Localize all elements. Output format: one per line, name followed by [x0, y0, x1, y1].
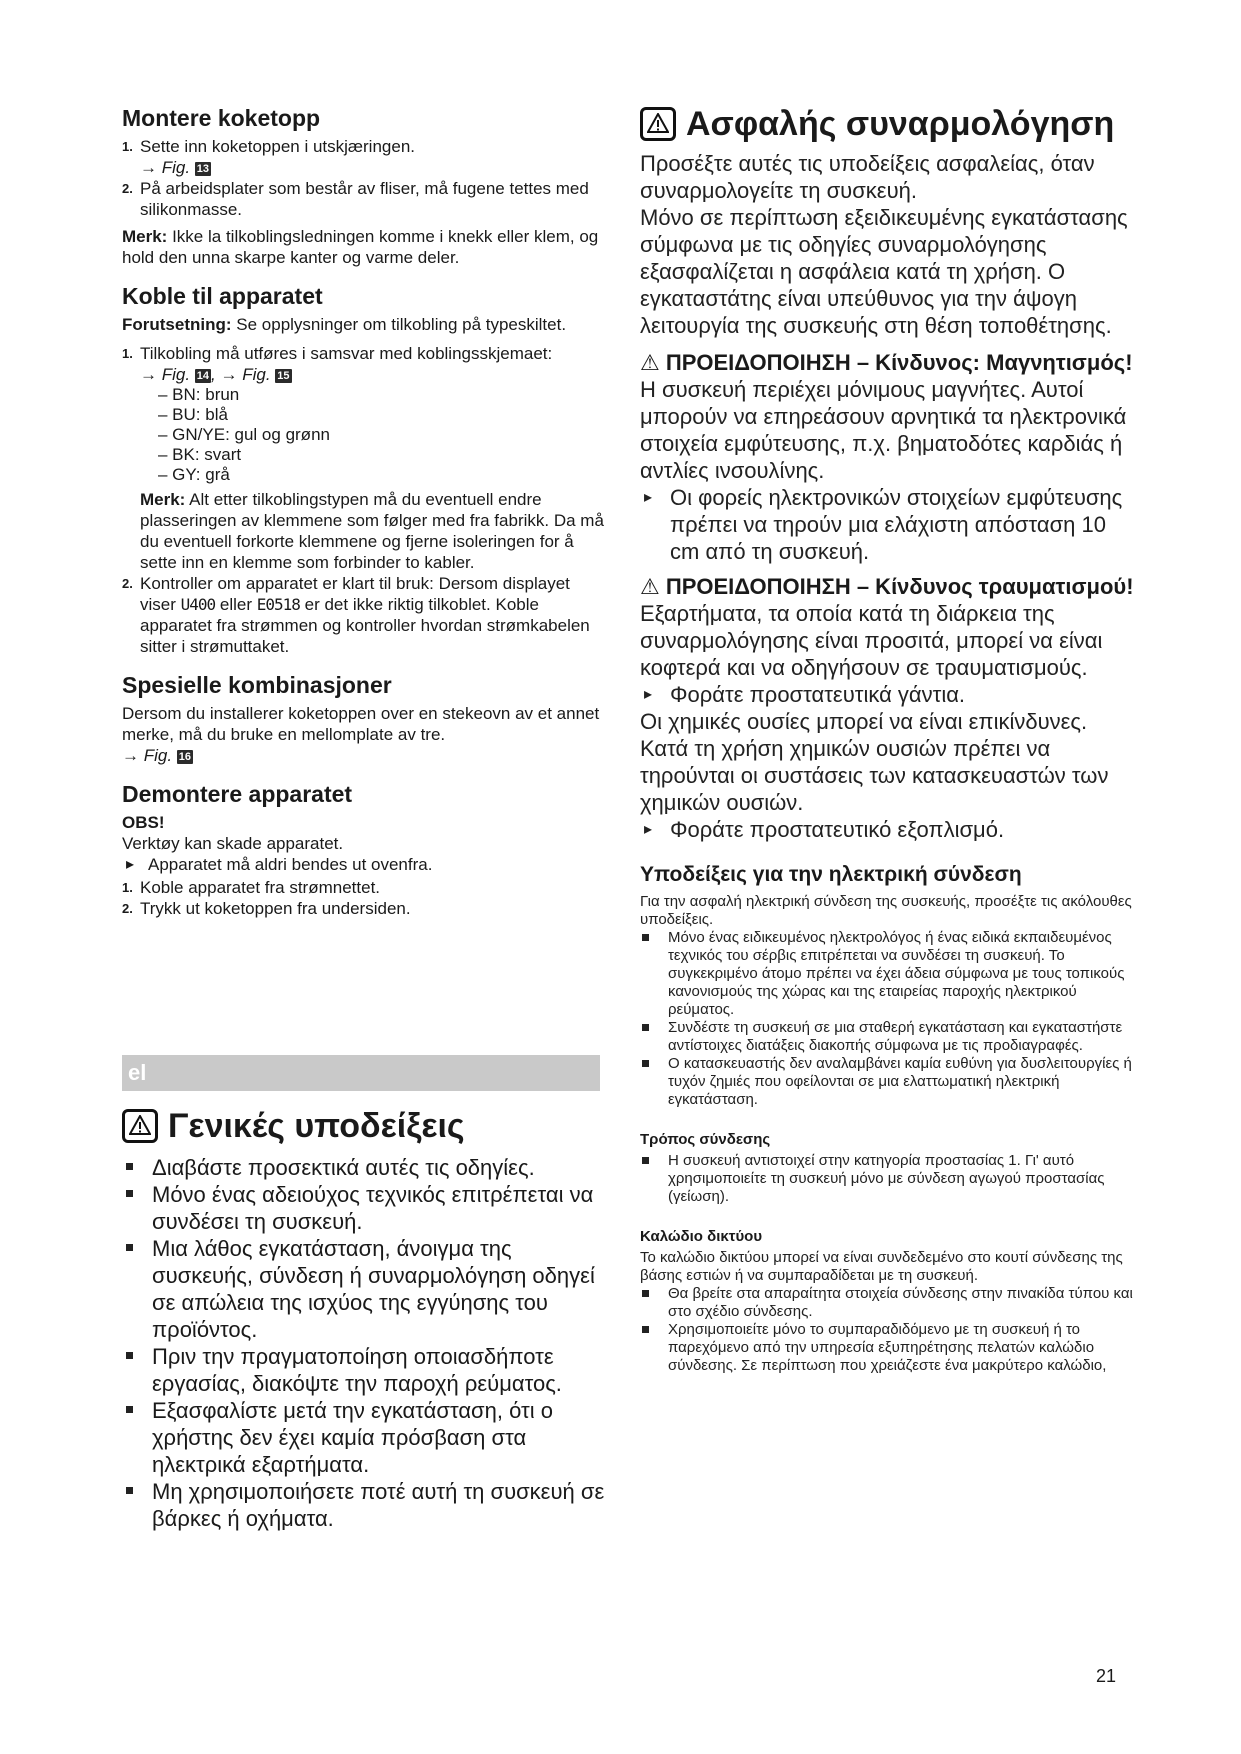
language-band — [122, 1055, 600, 1091]
warning-icon — [640, 107, 676, 141]
note-montere — [122, 226, 610, 268]
cable-list — [640, 1285, 1140, 1375]
section-spesielle — [122, 671, 610, 766]
list-item — [122, 573, 610, 657]
paragraph: Οι χημικές ουσίες μπορεί να είναι επικίνδυνες. Κατά τη χρήση χημικών ουσιών πρέπει να τηρούνται οι συστάσεις των κατασκευαστών των χημικών ουσιών. — [640, 709, 1109, 815]
warning-heading: ⚠ ΠΡΟΕΙΔΟΠΟΙΗΣΗ – Κίνδυνος τραυματισμού! — [640, 574, 1134, 599]
note-label: Merk: — [140, 490, 186, 509]
electrical-list — [640, 929, 1140, 1109]
note-text: Alt etter tilkoblingstypen må du eventuell endre plasseringen av klemmene som følger med fra fabrikk. Da må du eventuell forkorte klemmene og fjerne isoleringen for å sette inn en klemme som forbinder to kabler. — [140, 490, 604, 572]
list-item: – BN: brun — [158, 385, 240, 404]
list-item — [122, 136, 610, 178]
list-item: Μια λάθος εγκατάσταση, άνοιγμα της συσκευής, σύνδεση ή συναρμολόγηση οδηγεί σε απώλεια της ισχύος της εγγύησης του προϊόντος. — [122, 1235, 610, 1343]
note-text: Ikke la tilkoblingsledningen komme i knekk eller klem, og hold den unna skarpe kanter og varme deler. — [122, 227, 599, 267]
mode-list — [640, 1152, 1140, 1206]
step-text: Trykk ut koketoppen fra undersiden. — [140, 899, 411, 918]
list-item: ▸ Οι φορείς ηλεκτρονικών στοιχείων εμφύτευσης πρέπει να τηρούν μια ελάχιστη απόσταση 10 cm από τη συσκευή. — [640, 484, 1140, 565]
list-item: Μη χρησιμοποιήσετε ποτέ αυτή τη συσκευή σε βάρκες ή οχήματα. — [122, 1478, 610, 1532]
list-item: Μόνο ένας ειδικευμένος ηλεκτρολόγος ή ένας ειδικά εκπαιδευμένος τεχνικός του σέρβις επιτρέπεται να συνδέσει τη συσκευή. Το συγκεκριμένο άτομο πρέπει να έχει άδεια σύμφωνα με τους τοπικούς κανονισμούς της χώρας και της εταιρείας παροχής ηλεκτρικού ρεύματος. — [640, 929, 1140, 1019]
heading-text: Γενικές υποδείξεις — [168, 1107, 465, 1145]
heading-spesielle: Spesielle kombinasjoner — [122, 672, 392, 698]
section-warning-magnet — [640, 349, 1140, 565]
list-item: Εξασφαλίστε μετά την εγκατάσταση, ότι ο χρήστης δεν έχει καμία πρόσβαση στα ηλεκτρικά εξαρτήματα. — [122, 1397, 610, 1478]
heading-montere: Montere koketopp — [122, 105, 321, 131]
paragraph: Το καλώδιο δικτύου μπορεί να είναι συνδεδεμένο στο κουτί σύνδεσης της βάσης εστιών ή να συμπαραδίδεται με τη συσκευή. — [640, 1249, 1123, 1284]
heading-koble: Koble til apparatet — [122, 283, 323, 309]
action-list — [640, 681, 1140, 708]
fig-prefix: → Fig. — [140, 365, 191, 384]
paragraph: Verktøy kan skade apparatet. — [122, 834, 344, 853]
paragraph: Μόνο σε περίπτωση εξειδικευμένης εγκατάστασης σύμφωνα με τις οδηγίες συναρμολόγησης εξασφαλίζεται η ασφάλεια κατά τη χρήση. Ο εγκαταστάτης είναι υπεύθυνος για την άψογη λειτουργία της συσκευής στη θέση τοποθέτησης. — [640, 205, 1128, 338]
paragraph: Εξαρτήματα, τα οποία κατά τη διάρκεια της συναρμολόγησης είναι προσιτά, μπορεί να είναι κοφτερά και να οδηγήσουν σε τραυματισμούς. — [640, 601, 1103, 680]
prereq — [122, 314, 610, 335]
montere-steps — [122, 136, 610, 220]
wire-list — [140, 385, 610, 485]
list-item: – BU: blå — [158, 405, 228, 424]
step-text: Sette inn koketoppen i utskjæringen. — [140, 137, 416, 156]
step-text: På arbeidsplater som består av fliser, må fugene tettes med silikonmasse. — [140, 179, 589, 219]
fig-ref — [122, 746, 193, 765]
list-item: Πριν την πραγματοποίηση οποιασδήποτε εργασίας, διακόψτε την παροχή ρεύματος. — [122, 1343, 610, 1397]
fig-badge: 16 — [178, 751, 192, 763]
section-koble — [122, 282, 610, 657]
section-montere — [122, 104, 610, 268]
action-list — [122, 854, 610, 875]
paragraph: Για την ασφαλή ηλεκτρική σύνδεση της συσκευής, προσέξτε τις ακόλουθες υποδείξεις. — [640, 893, 1132, 928]
step-text: Tilkobling må utføres i samsvar med koblingsskjemaet: — [140, 344, 553, 363]
list-item: – GY: grå — [158, 465, 230, 484]
step-number: 2. — [122, 576, 133, 591]
step-text: eller — [215, 595, 257, 614]
general-list — [122, 1154, 610, 1532]
language-label: el — [128, 1060, 147, 1085]
action-list — [640, 816, 1140, 843]
list-item: ▸ Apparatet må aldri bendes ut ovenfra. — [122, 854, 610, 875]
warning-icon — [122, 1109, 158, 1143]
list-item: Θα βρείτε στα απαραίτητα στοιχεία σύνδεσης στην πινακίδα τύπου και στο σχέδιο σύνδεσης. — [640, 1285, 1140, 1321]
step-text: Koble apparatet fra strømnettet. — [140, 878, 381, 897]
koble-steps — [122, 343, 610, 657]
list-item: Διαβάστε προσεκτικά αυτές τις οδηγίες. — [122, 1154, 610, 1181]
section-demontere — [122, 780, 610, 919]
list-item: – GN/YE: gul og grønn — [158, 425, 330, 444]
subheading: Τρόπος σύνδεσης — [640, 1131, 771, 1148]
step-text: er det ikke riktig tilkoblet. Koble apparatet fra strømmen og kontroller hvordan strømkabelen sitter i strømuttaket. — [140, 595, 590, 656]
obs-label: OBS! — [122, 813, 165, 832]
step-number: 1. — [122, 880, 133, 895]
heading-electrical: Υποδείξεις για την ηλεκτρική σύνδεση — [640, 863, 1022, 886]
heading-demontere: Demontere apparatet — [122, 781, 353, 807]
heading-text: Ασφαλής συναρμολόγηση — [686, 105, 1115, 143]
section-power-cable — [640, 1228, 1140, 1375]
fig-badge: 13 — [196, 163, 210, 175]
list-item: Χρησιμοποιείτε μόνο το συμπαραδιδόμενο με τη συσκευή ή το παρεχόμενο από την υπηρεσία εξυπηρέτησης πελατών καλώδιο σύνδεσης. Σε περίπτωση που χρειάζεστε ένα μακρύτερο καλώδιο, — [640, 1321, 1140, 1375]
section-warning-injury — [640, 573, 1140, 843]
list-item: Ο κατασκευαστής δεν αναλαμβάνει καμία ευθύνη για δυσλειτουργίες ή τυχόν ζημιές που οφείλονται σε μια ελαττωματική ηλεκτρική εγκατάσταση. — [640, 1055, 1140, 1109]
subheading: Καλώδιο δικτύου — [640, 1228, 763, 1245]
step-number: 1. — [122, 139, 133, 154]
right-column — [640, 104, 1140, 1375]
fig-prefix: → Fig. — [140, 158, 191, 177]
demontere-steps — [122, 877, 610, 919]
list-item — [122, 877, 610, 898]
warning-heading: ⚠ ΠΡΟΕΙΔΟΠΟΙΗΣΗ – Κίνδυνος: Μαγνητισμός! — [640, 350, 1133, 375]
note-koble — [140, 489, 610, 573]
heading-general — [122, 1106, 610, 1146]
left-column — [122, 104, 610, 919]
section-electrical — [640, 861, 1140, 1109]
list-item: ▸ Φοράτε προστατευτικό εξοπλισμό. — [640, 816, 1140, 843]
section-general — [122, 1106, 610, 1532]
fig-badge: 14 — [196, 370, 210, 382]
list-item: Η συσκευή αντιστοιχεί στην κατηγορία προστασίας 1. Γι' αυτό χρησιμοποιείτε τη συσκευή μόνο με σύνδεση αγωγού προστασίας (γείωση). — [640, 1152, 1140, 1206]
fig-prefix: → Fig. — [122, 746, 173, 765]
fig-ref — [140, 365, 292, 384]
list-item: ▸ Φοράτε προστατευτικά γάντια. — [640, 681, 1140, 708]
fig-sep: , → Fig. — [211, 365, 271, 384]
step-text: Kontroller om apparatet er klart til bruk: Dersom displayet viser — [140, 574, 570, 614]
fig-ref — [140, 158, 211, 177]
heading-safe — [640, 104, 1140, 144]
list-item — [122, 178, 610, 220]
step-number: 2. — [122, 181, 133, 196]
list-item — [122, 343, 610, 573]
section-safe — [640, 104, 1140, 339]
note-label: Merk: — [122, 227, 168, 246]
list-item — [122, 898, 610, 919]
list-item: – BK: svart — [158, 445, 242, 464]
display-code: U400 — [180, 595, 216, 614]
paragraph: Προσέξτε αυτές τις υποδείξεις ασφαλείας, όταν συναρμολογείτε τη συσκευή. — [640, 151, 1095, 203]
section-connection-mode — [640, 1131, 1140, 1206]
action-list — [640, 484, 1140, 565]
display-code: E0518 — [256, 595, 300, 614]
list-item: Μόνο ένας αδειούχος τεχνικός επιτρέπεται να συνδέσει τη συσκευή. — [122, 1181, 610, 1235]
paragraph: Dersom du installerer koketoppen over en stekeovn av et annet merke, må du bruke en mellomplate av tre. — [122, 704, 600, 744]
fig-badge: 15 — [277, 370, 290, 382]
prereq-text: Se opplysninger om tilkobling på typeskiltet. — [231, 315, 567, 334]
step-number: 1. — [122, 346, 133, 361]
prereq-label: Forutsetning: — [122, 315, 232, 334]
list-item: Συνδέστε τη συσκευή σε μια σταθερή εγκατάσταση και εγκαταστήστε αντίστοιχες διατάξεις διακοπής σύμφωνα με τις προδιαγραφές. — [640, 1019, 1140, 1055]
step-number: 2. — [122, 901, 133, 916]
paragraph: Η συσκευή περιέχει μόνιμους μαγνήτες. Αυτοί μπορούν να επηρεάσουν αρνητικά τα ηλεκτρονικά στοιχεία εμφύτευσης, π.χ. βηματοδότες καρδιάς ή αντλίες ινσουλίνης. — [640, 377, 1127, 483]
page-number: 21 — [1096, 1666, 1117, 1686]
